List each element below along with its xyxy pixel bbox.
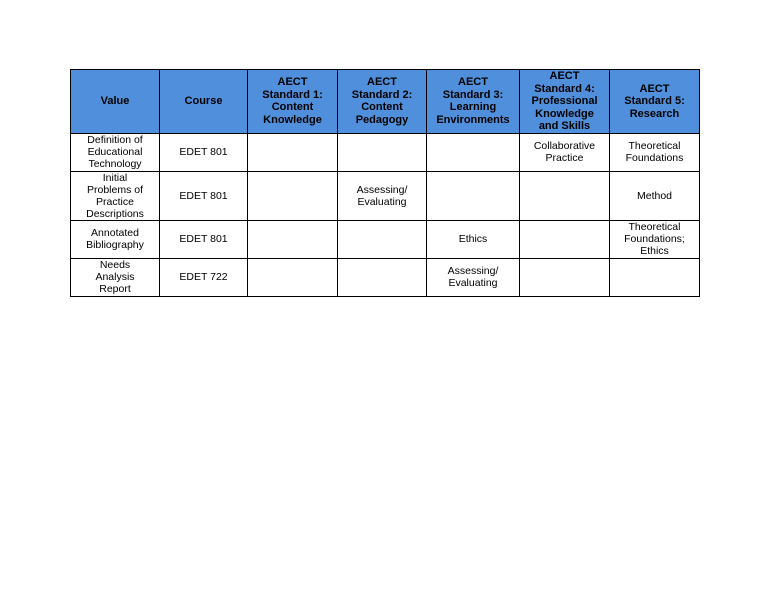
cell-standard-3: Assessing/ Evaluating (427, 258, 520, 296)
cell-standard-2 (338, 258, 427, 296)
header-value: Value (71, 70, 160, 134)
header-standard-1: AECT Standard 1: Content Knowledge (248, 70, 338, 134)
cell-course: EDET 801 (160, 133, 248, 171)
cell-standard-5: Method (610, 171, 700, 220)
cell-value: Definition of Educational Technology (71, 133, 160, 171)
cell-standard-4 (520, 258, 610, 296)
cell-standard-1 (248, 258, 338, 296)
header-course: Course (160, 70, 248, 134)
cell-course: EDET 801 (160, 171, 248, 220)
cell-standard-5: Theoretical Foundations; Ethics (610, 220, 700, 258)
cell-course: EDET 722 (160, 258, 248, 296)
cell-standard-3 (427, 133, 520, 171)
cell-value: Needs Analysis Report (71, 258, 160, 296)
cell-standard-4: Collaborative Practice (520, 133, 610, 171)
header-standard-3: AECT Standard 3: Learning Environments (427, 70, 520, 134)
aect-standards-table (70, 69, 700, 297)
cell-standard-3 (427, 171, 520, 220)
cell-standard-4 (520, 171, 610, 220)
cell-standard-1 (248, 171, 338, 220)
cell-value: Initial Problems of Practice Descriptions (71, 171, 160, 220)
cell-standard-5: Theoretical Foundations (610, 133, 700, 171)
cell-standard-2 (338, 220, 427, 258)
header-standard-4: AECT Standard 4: Professional Knowledge and Skills (520, 70, 610, 134)
table-row (71, 171, 700, 220)
cell-standard-2 (338, 133, 427, 171)
header-standard-2: AECT Standard 2: Content Pedagogy (338, 70, 427, 134)
cell-standard-1 (248, 220, 338, 258)
table-row (71, 220, 700, 258)
cell-standard-4 (520, 220, 610, 258)
table-row (71, 133, 700, 171)
table-row (71, 258, 700, 296)
cell-value: Annotated Bibliography (71, 220, 160, 258)
cell-standard-1 (248, 133, 338, 171)
header-row (71, 70, 700, 134)
cell-standard-5 (610, 258, 700, 296)
cell-course: EDET 801 (160, 220, 248, 258)
header-standard-5: AECT Standard 5: Research (610, 70, 700, 134)
cell-standard-3: Ethics (427, 220, 520, 258)
cell-standard-2: Assessing/ Evaluating (338, 171, 427, 220)
